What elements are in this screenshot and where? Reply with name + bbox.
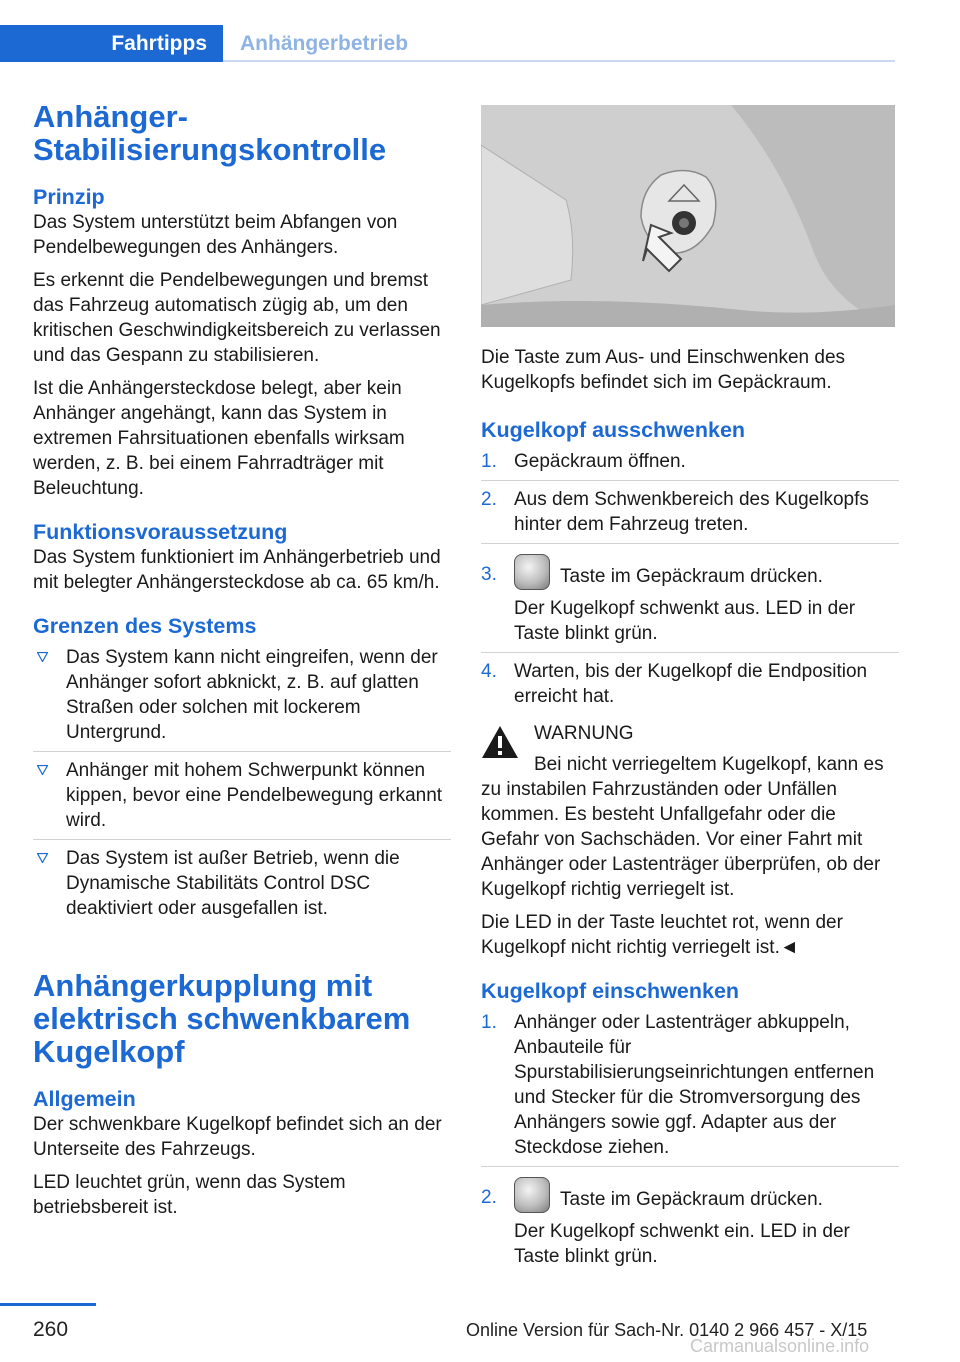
step-number: 3. [481, 564, 497, 585]
limits-list [33, 645, 451, 927]
general-paragraph-2: LED leuchtet grün, wenn das System betriebsbereit ist. [33, 1172, 346, 1218]
requirement-heading: Funktionsvoraussetzung [33, 520, 288, 544]
step-number: 2. [481, 1187, 497, 1208]
trunk-illustration [481, 105, 895, 327]
page-title: Anhänger- Stabilisierungskontrolle [33, 99, 387, 167]
step-text: Anhänger oder Lastenträger abkuppeln, Anbauteile für Spurstabilisierungseinrichtungen entfernen und Stecker für die Stromversorgung des Anhängers sowie ggf. Adapter aus der Steckdose ziehen. [514, 1012, 875, 1158]
list-item [481, 1173, 899, 1275]
page-header [0, 0, 960, 62]
list-item [481, 487, 899, 544]
left-column [33, 100, 451, 1220]
step-number: 1. [481, 1012, 497, 1033]
page-number: 260 [33, 1318, 69, 1341]
general-heading: Allgemein [33, 1087, 136, 1111]
swing-in-steps [481, 1010, 899, 1275]
principle-paragraph-2: Es erkennt die Pendelbewegungen und bremst das Fahrzeug automatisch zügig ab, um den kritischen Geschwindigkeitsbereich zu verlassen und das Gespann zu stabilisieren. [33, 270, 441, 366]
step-subtext: Der Kugelkopf schwenkt aus. LED in der Taste blinkt grün. [514, 598, 856, 644]
watermark: Carmanualsonline.info [690, 1336, 870, 1356]
step-number: 2. [481, 489, 497, 510]
swing-in-heading: Kugelkopf einschwenken [481, 979, 740, 1003]
triangle-bullet-icon [37, 765, 48, 775]
warning-block [481, 721, 899, 746]
limit-text: Anhänger mit hohem Schwerpunkt können kippen, bevor eine Pendelbewegung erkannt wird. [66, 760, 443, 831]
trunk-button-photo [481, 105, 895, 327]
photo-caption: Die Taste zum Aus- und Einschwenken des Kugelkopfs befindet sich im Gepäckraum. [481, 347, 846, 393]
hitch-button-icon [514, 554, 550, 590]
list-item [33, 645, 451, 752]
section-tab-inactive: Anhängerbetrieb [240, 31, 409, 55]
footer-accent-line [0, 1303, 96, 1306]
general-paragraph-1: Der schwenkbare Kugelkopf befindet sich an der Unterseite des Fahrzeugs. [33, 1114, 442, 1160]
step-text: Taste im Gepäckraum drücken. [560, 1189, 823, 1210]
principle-paragraph-3: Ist die Anhängersteckdose belegt, aber kein Anhänger angehängt, kann das System in extremen Fahrsituationen ebenfalls wirksam werden, z. B. bei einem Fahrradträger mit Beleuchtung. [33, 378, 405, 499]
section-title-hitch: Anhängerkupplung mit elektrisch schwenkbarem Kugelkopf [33, 968, 411, 1069]
list-item [481, 449, 899, 481]
swing-out-steps [481, 449, 899, 715]
limits-heading: Grenzen des Systems [33, 614, 257, 638]
swing-out-heading: Kugelkopf ausschwenken [481, 418, 746, 442]
step-text: Taste im Gepäckraum drücken. [560, 566, 823, 587]
step-number: 4. [481, 661, 497, 682]
list-item [33, 758, 451, 840]
triangle-bullet-icon [37, 853, 48, 863]
step-text: Warten, bis der Kugelkopf die Endposition erreicht hat. [514, 661, 868, 707]
step-text: Aus dem Schwenkbereich des Kugelkopfs hinter dem Fahrzeug treten. [514, 489, 869, 535]
step-text: Gepäckraum öffnen. [514, 451, 686, 472]
step-number: 1. [481, 451, 497, 472]
right-column [481, 100, 899, 1281]
step-subtext: Der Kugelkopf schwenkt ein. LED in der Taste blinkt grün. [514, 1221, 850, 1267]
warning-label: WARNUNG [534, 723, 634, 744]
section-tab-active: Fahrtipps [0, 25, 223, 62]
online-version-note: Online Version für Sach-Nr. 0140 2 966 457 - X/15 [466, 1320, 868, 1340]
list-item [481, 659, 899, 715]
list-item [481, 1010, 899, 1167]
hitch-button-icon [514, 1177, 550, 1213]
warning-triangle-icon [481, 725, 519, 759]
principle-paragraph-1: Das System unterstützt beim Abfangen von Pendelbewegungen des Anhängers. [33, 212, 398, 258]
triangle-bullet-icon [37, 652, 48, 662]
limit-text: Das System kann nicht eingreifen, wenn der Anhänger sofort abknickt, z. B. auf glatten Straßen oder solchen mit lockerem Untergrund. [66, 647, 438, 743]
list-item [33, 846, 451, 927]
warning-text [481, 752, 899, 902]
list-item [481, 550, 899, 653]
warning-text-content: Bei nicht verriegeltem Kugelkopf, kann es zu instabilen Fahrzuständen oder Unfällen kommen. Es besteht Unfallgefahr oder die Gefahr von Sachschäden. Vor einer Fahrt mit Anhänger oder Lastenträger überprüfen, ob der Kugelkopf richtig verriegelt ist. [481, 754, 884, 900]
requirement-paragraph: Das System funktioniert im Anhängerbetrieb und mit belegter Anhängersteckdose ab ca. 65 km/h. [33, 547, 441, 593]
led-note: Die LED in der Taste leuchtet rot, wenn der Kugelkopf nicht richtig verriegelt ist.◄ [481, 912, 843, 958]
limit-text: Das System ist außer Betrieb, wenn die Dynamische Stabilitäts Control DSC deaktiviert oder ausgefallen ist. [66, 848, 400, 919]
header-divider [223, 60, 895, 62]
principle-heading: Prinzip [33, 185, 105, 209]
